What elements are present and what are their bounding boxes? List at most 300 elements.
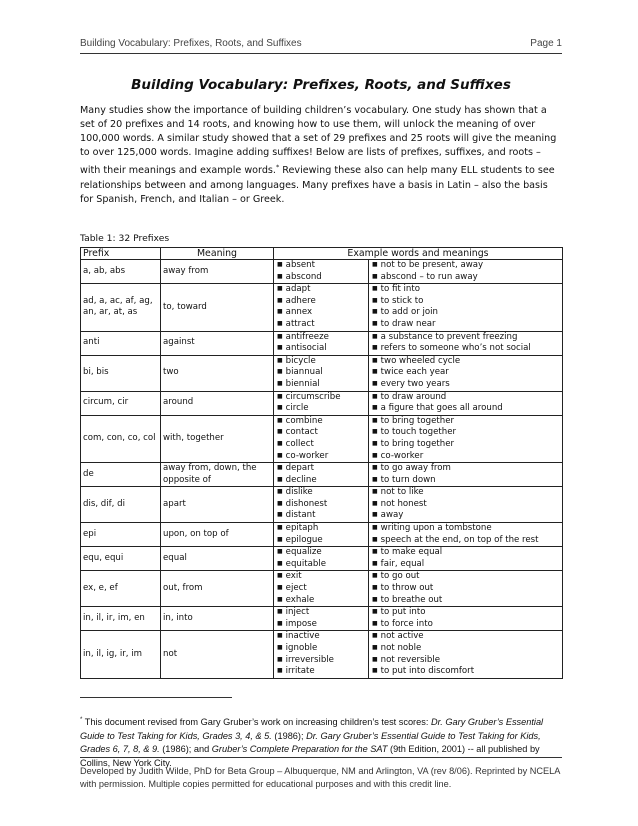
example-meaning: to go out <box>380 571 420 582</box>
table-row <box>81 631 563 678</box>
example-word: dislike <box>285 487 313 498</box>
example-word-item <box>277 510 366 522</box>
example-meaning: co-worker <box>380 450 424 461</box>
example-word: equalize <box>285 547 322 558</box>
example-meanings-cell <box>369 571 563 607</box>
prefix-cell: de <box>81 463 161 487</box>
example-word-item <box>277 416 366 428</box>
meaning-cell: around <box>161 391 274 415</box>
example-meanings-cell <box>369 487 563 523</box>
meaning-cell: away from, down, the opposite of <box>161 463 274 487</box>
bullet-icon: ■ <box>372 404 378 412</box>
example-meaning-item <box>372 356 560 368</box>
example-meanings-cell <box>369 607 563 631</box>
example-meaning: to bring together <box>380 438 455 449</box>
document-title: Building Vocabulary: Prefixes, Roots, and Suffixes <box>131 77 511 93</box>
bullet-icon: ■ <box>372 319 378 327</box>
example-word: combine <box>285 415 323 426</box>
example-word-item <box>277 284 366 296</box>
example-meaning: to go away from <box>380 463 451 474</box>
examples-column-header: Example words and meanings <box>274 248 563 260</box>
example-word: circle <box>285 403 309 414</box>
example-word-item <box>277 643 366 655</box>
prefix-cell: anti <box>81 331 161 355</box>
bullet-icon: ■ <box>277 667 283 675</box>
bullet-icon: ■ <box>372 439 378 447</box>
example-words-cell <box>274 284 369 331</box>
header-rule <box>80 53 562 54</box>
table-row <box>81 331 563 355</box>
intro-text-1: Many studies show the importance of building children’s vocabulary. One study has shown that a set of 20 prefixes and 14 roots, and knowing how to use them, will unlock the meaning of over 100,000 words. A similar study showed that a set of 29 prefixes and 25 roots will give the meaning to over 125,000 words. Imagine adding suffixes! Below are lists of prefixes, suffixes, and roots – with their meanings and example words. <box>80 105 557 177</box>
example-meaning: fair, equal <box>380 558 425 569</box>
bullet-icon: ■ <box>277 559 283 567</box>
example-word: biennial <box>285 378 320 389</box>
example-word-item <box>277 272 366 284</box>
example-word-item <box>277 296 366 308</box>
example-meaning: to touch together <box>380 427 457 438</box>
example-word: circumscribe <box>285 391 341 402</box>
example-meaning: a figure that goes all around <box>380 403 503 414</box>
bullet-icon: ■ <box>277 439 283 447</box>
bullet-icon: ■ <box>277 608 283 616</box>
example-words-cell <box>274 355 369 391</box>
bullet-icon: ■ <box>372 499 378 507</box>
example-meaning: to stick to <box>380 295 424 306</box>
example-word: exit <box>285 571 302 582</box>
example-meaning-item <box>372 379 560 391</box>
example-meaning: not active <box>380 631 424 642</box>
bullet-icon: ■ <box>372 595 378 603</box>
example-word: irreversible <box>285 654 334 665</box>
bullet-icon: ■ <box>372 368 378 376</box>
example-word-item <box>277 607 366 619</box>
footnote-separator <box>80 697 232 698</box>
bullet-icon: ■ <box>372 261 378 268</box>
example-meaning: every two years <box>380 378 450 389</box>
example-meanings-cell <box>369 523 563 547</box>
footnote-text-4: (9th Edition, 2001) -- all published by Collins, New York City. <box>80 744 540 768</box>
example-word: co-worker <box>285 450 329 461</box>
meaning-cell: away from <box>161 260 274 284</box>
example-words-cell <box>274 631 369 678</box>
meaning-cell: two <box>161 355 274 391</box>
example-word-item <box>277 427 366 439</box>
example-meaning: not reversible <box>380 654 441 665</box>
example-meaning-item <box>372 607 560 619</box>
example-meaning-item <box>372 403 560 415</box>
bullet-icon: ■ <box>277 379 283 387</box>
example-word-item <box>277 487 366 499</box>
prefix-cell: epi <box>81 523 161 547</box>
example-word: antifreeze <box>285 331 329 342</box>
example-words-cell <box>274 331 369 355</box>
example-word-item <box>277 307 366 319</box>
bullet-icon: ■ <box>372 392 378 400</box>
example-word: inject <box>285 607 310 618</box>
example-meaning-item <box>372 319 560 331</box>
example-word: biannual <box>285 367 323 378</box>
prefix-cell: in, il, ir, im, en <box>81 607 161 631</box>
example-meaning: to make equal <box>380 547 443 558</box>
footnote-title-2: Dr. Gary Gruber’s Essential Guide to Test Taking for Kids, Grades 6, 7, 8, & 9. <box>80 730 541 755</box>
prefix-cell: in, il, ig, ir, im <box>81 631 161 678</box>
example-meaning-item <box>372 547 560 559</box>
example-word: distant <box>285 510 316 521</box>
example-word: annex <box>285 307 313 318</box>
example-word: bicycle <box>285 355 316 366</box>
example-meaning: a substance to prevent freezing <box>380 331 518 342</box>
intro-text-2: Reviewing these also can help many ELL students to see relationships between and among languages. Many prefixes have a basis in Latin – also the basis for Spanish, French, and Italian – or Greek. <box>80 165 555 205</box>
meaning-cell: to, toward <box>161 284 274 331</box>
meaning-cell: against <box>161 331 274 355</box>
bullet-icon: ■ <box>277 261 283 268</box>
prefix-table <box>80 247 563 679</box>
bullet-icon: ■ <box>372 655 378 663</box>
bullet-icon: ■ <box>277 308 283 316</box>
bullet-icon: ■ <box>372 632 378 640</box>
bullet-icon: ■ <box>277 499 283 507</box>
example-meaning: to breathe out <box>380 594 443 605</box>
example-meaning: writing upon a tombstone <box>380 523 492 534</box>
example-meaning-item <box>372 643 560 655</box>
bullet-icon: ■ <box>277 595 283 603</box>
bullet-icon: ■ <box>277 451 283 459</box>
example-meanings-cell <box>369 547 563 571</box>
bullet-icon: ■ <box>277 344 283 352</box>
example-word: eject <box>285 583 307 594</box>
bullet-icon: ■ <box>372 308 378 316</box>
example-meanings-cell <box>369 463 563 487</box>
prefix-cell: circum, cir <box>81 391 161 415</box>
example-meaning: to draw near <box>380 318 436 329</box>
example-words-cell <box>274 260 369 284</box>
example-meaning: to fit into <box>380 284 421 295</box>
bullet-icon: ■ <box>372 584 378 592</box>
example-word: abscond <box>285 271 322 282</box>
example-meaning-item <box>372 260 560 272</box>
table-row <box>81 607 563 631</box>
example-words-cell <box>274 487 369 523</box>
example-word-item <box>277 559 366 571</box>
prefix-column-header: Prefix <box>81 248 161 260</box>
example-word-item <box>277 332 366 344</box>
example-meaning: not to like <box>380 487 424 498</box>
table-row <box>81 391 563 415</box>
prefix-cell: dis, dif, di <box>81 487 161 523</box>
example-meaning: to add or join <box>380 307 438 318</box>
example-word-item <box>277 583 366 595</box>
prefix-cell: ad, a, ac, af, ag, an, ar, at, as <box>81 284 161 331</box>
meaning-cell: upon, on top of <box>161 523 274 547</box>
bullet-icon: ■ <box>277 464 283 472</box>
table-row <box>81 571 563 607</box>
bullet-icon: ■ <box>277 619 283 627</box>
example-word-item <box>277 631 366 643</box>
bullet-icon: ■ <box>372 559 378 567</box>
footnote-title-3: Gruber’s Complete Preparation for the SAT <box>211 744 388 755</box>
example-word: exhale <box>285 594 315 605</box>
example-word-item <box>277 571 366 583</box>
example-word-item <box>277 523 366 535</box>
intro-paragraph <box>80 104 562 207</box>
example-word-item <box>277 392 366 404</box>
footnote-text-2: (1986); <box>271 730 307 741</box>
prefix-cell: com, con, co, col <box>81 415 161 462</box>
bullet-icon: ■ <box>372 464 378 472</box>
table-caption: Table 1: 32 Prefixes <box>80 233 170 244</box>
example-words-cell <box>274 391 369 415</box>
example-meaning-item <box>372 499 560 511</box>
bullet-icon: ■ <box>277 319 283 327</box>
example-meaning-item <box>372 392 560 404</box>
example-meaning-item <box>372 535 560 547</box>
table-row <box>81 547 563 571</box>
example-meaning-item <box>372 631 560 643</box>
table-row <box>81 284 563 331</box>
example-word: equitable <box>285 558 327 569</box>
example-meaning: two wheeled cycle <box>380 355 461 366</box>
example-word-item <box>277 475 366 487</box>
example-meaning-item <box>372 666 560 678</box>
bullet-icon: ■ <box>372 428 378 436</box>
bullet-icon: ■ <box>372 619 378 627</box>
example-meaning-item <box>372 416 560 428</box>
bullet-icon: ■ <box>277 285 283 293</box>
example-meanings-cell <box>369 355 563 391</box>
example-meaning-item <box>372 475 560 487</box>
example-word: irritate <box>285 666 315 677</box>
prefix-cell: a, ab, abs <box>81 260 161 284</box>
meaning-column-header: Meaning <box>161 248 274 260</box>
bullet-icon: ■ <box>372 475 378 483</box>
example-word-item <box>277 463 366 475</box>
bullet-icon: ■ <box>277 416 283 424</box>
bullet-icon: ■ <box>372 272 378 280</box>
bullet-icon: ■ <box>277 548 283 556</box>
bullet-icon: ■ <box>277 368 283 376</box>
bullet-icon: ■ <box>277 332 283 340</box>
bullet-icon: ■ <box>372 524 378 532</box>
running-header-title: Building Vocabulary: Prefixes, Roots, and Suffixes <box>80 38 302 49</box>
bullet-icon: ■ <box>277 655 283 663</box>
example-meaning: to turn down <box>380 474 436 485</box>
bullet-icon: ■ <box>277 488 283 496</box>
example-meaning: abscond – to run away <box>380 271 478 282</box>
example-meaning-item <box>372 510 560 522</box>
bullet-icon: ■ <box>372 296 378 304</box>
footnote <box>80 714 562 770</box>
example-meaning: twice each year <box>380 367 449 378</box>
example-word: inactive <box>285 631 320 642</box>
page-number: Page 1 <box>530 38 562 49</box>
bullet-icon: ■ <box>372 667 378 675</box>
example-meaning: away <box>380 510 404 521</box>
example-meaning-item <box>372 284 560 296</box>
table-row <box>81 463 563 487</box>
example-meaning-item <box>372 583 560 595</box>
bullet-icon: ■ <box>277 632 283 640</box>
meaning-cell: not <box>161 631 274 678</box>
example-word-item <box>277 367 366 379</box>
prefix-cell: bi, bis <box>81 355 161 391</box>
example-words-cell <box>274 607 369 631</box>
bullet-icon: ■ <box>277 404 283 412</box>
example-meaning: speech at the end, on top of the rest <box>380 534 539 545</box>
example-meaning-item <box>372 487 560 499</box>
example-word-item <box>277 535 366 547</box>
example-meanings-cell <box>369 260 563 284</box>
example-word-item <box>277 595 366 607</box>
example-word: epitaph <box>285 523 319 534</box>
example-meaning: to put into discomfort <box>380 666 475 677</box>
example-words-cell <box>274 523 369 547</box>
bullet-icon: ■ <box>372 548 378 556</box>
example-word-item <box>277 343 366 355</box>
table-row <box>81 523 563 547</box>
example-meanings-cell <box>369 631 563 678</box>
meaning-cell: with, together <box>161 415 274 462</box>
table-row <box>81 487 563 523</box>
example-meaning: to put into <box>380 607 426 618</box>
bullet-icon: ■ <box>277 511 283 519</box>
example-meaning: to draw around <box>380 391 447 402</box>
meaning-cell: out, from <box>161 571 274 607</box>
example-meaning-item <box>372 427 560 439</box>
footnote-title-1: Dr. Gary Gruber’s Essential Guide to Test Taking for Kids, Grades 3, 4, & 5. <box>80 717 544 741</box>
example-meanings-cell <box>369 415 563 462</box>
example-meaning-item <box>372 439 560 451</box>
prefix-cell: equ, equi <box>81 547 161 571</box>
footnote-ref: * <box>275 163 280 172</box>
example-word: impose <box>285 618 317 629</box>
example-word: depart <box>285 463 315 474</box>
bullet-icon: ■ <box>277 356 283 364</box>
bullet-icon: ■ <box>372 572 378 580</box>
bullet-icon: ■ <box>372 356 378 364</box>
example-meaning-item <box>372 367 560 379</box>
example-meanings-cell <box>369 391 563 415</box>
footer-rule <box>80 757 562 758</box>
example-word-item <box>277 260 366 272</box>
bullet-icon: ■ <box>277 535 283 543</box>
example-meaning-item <box>372 296 560 308</box>
table-header-row <box>81 248 563 260</box>
example-words-cell <box>274 463 369 487</box>
example-word-item <box>277 319 366 331</box>
example-word: decline <box>285 474 317 485</box>
example-word-item <box>277 356 366 368</box>
example-word-item <box>277 439 366 451</box>
example-word: collect <box>285 438 314 449</box>
example-meanings-cell <box>369 331 563 355</box>
table-row <box>81 355 563 391</box>
example-word-item <box>277 547 366 559</box>
example-meaning-item <box>372 307 560 319</box>
example-word-item <box>277 403 366 415</box>
example-word: adhere <box>285 295 316 306</box>
example-words-cell <box>274 571 369 607</box>
example-meanings-cell <box>369 284 563 331</box>
credit-footer: Developed by Judith Wilde, PhD for Beta Group – Albuquerque, NM and Arlington, VA (rev 8/06). Reprinted by NCELA with permission. Multiple copies permitted for educational purposes and with this credit line. <box>80 766 560 789</box>
bullet-icon: ■ <box>277 428 283 436</box>
example-word: antisocial <box>285 343 327 354</box>
bullet-icon: ■ <box>372 332 378 340</box>
bullet-icon: ■ <box>372 535 378 543</box>
prefix-cell: ex, e, ef <box>81 571 161 607</box>
example-word: attract <box>285 318 315 329</box>
example-meaning-item <box>372 463 560 475</box>
example-word-item <box>277 619 366 631</box>
example-meaning: to throw out <box>380 583 434 594</box>
bullet-icon: ■ <box>277 524 283 532</box>
table-row <box>81 415 563 462</box>
bullet-icon: ■ <box>372 344 378 352</box>
bullet-icon: ■ <box>372 608 378 616</box>
example-meaning: not honest <box>380 498 427 509</box>
footnote-text-3: (1986); and <box>159 744 212 755</box>
bullet-icon: ■ <box>372 379 378 387</box>
example-meaning: refers to someone who’s not social <box>380 343 531 354</box>
example-meaning-item <box>372 343 560 355</box>
example-words-cell <box>274 415 369 462</box>
meaning-cell: apart <box>161 487 274 523</box>
bullet-icon: ■ <box>277 296 283 304</box>
bullet-icon: ■ <box>372 488 378 496</box>
example-word-item <box>277 379 366 391</box>
example-word: dishonest <box>285 498 328 509</box>
example-word: epilogue <box>285 534 323 545</box>
bullet-icon: ■ <box>372 451 378 459</box>
bullet-icon: ■ <box>372 644 378 651</box>
bullet-icon: ■ <box>277 644 283 651</box>
example-meaning-item <box>372 272 560 284</box>
bullet-icon: ■ <box>372 285 378 293</box>
bullet-icon: ■ <box>277 475 283 483</box>
meaning-cell: in, into <box>161 607 274 631</box>
example-meaning: to bring together <box>380 415 455 426</box>
example-word-item <box>277 655 366 667</box>
example-meaning-item <box>372 655 560 667</box>
footnote-marker: * <box>80 717 83 723</box>
example-word: contact <box>285 427 318 438</box>
example-meaning-item <box>372 332 560 344</box>
table-row <box>81 260 563 284</box>
meaning-cell: equal <box>161 547 274 571</box>
example-meaning: to force into <box>380 618 433 629</box>
bullet-icon: ■ <box>277 584 283 592</box>
example-meaning-item <box>372 559 560 571</box>
example-meaning-item <box>372 619 560 631</box>
example-meaning-item <box>372 451 560 463</box>
example-meaning-item <box>372 523 560 535</box>
example-meaning: not to be present, away <box>380 260 484 270</box>
bullet-icon: ■ <box>277 572 283 580</box>
example-meaning-item <box>372 571 560 583</box>
example-words-cell <box>274 547 369 571</box>
example-word: ignoble <box>285 643 318 653</box>
bullet-icon: ■ <box>372 511 378 519</box>
example-word: adapt <box>285 284 311 295</box>
example-meaning-item <box>372 595 560 607</box>
example-meaning: not noble <box>380 643 422 653</box>
example-word: absent <box>285 260 315 270</box>
bullet-icon: ■ <box>277 272 283 280</box>
footnote-text-1: This document revised from Gary Gruber’s work on increasing children’s test scores: <box>82 717 431 728</box>
example-word-item <box>277 451 366 463</box>
example-word-item <box>277 499 366 511</box>
example-word-item <box>277 666 366 678</box>
bullet-icon: ■ <box>277 392 283 400</box>
